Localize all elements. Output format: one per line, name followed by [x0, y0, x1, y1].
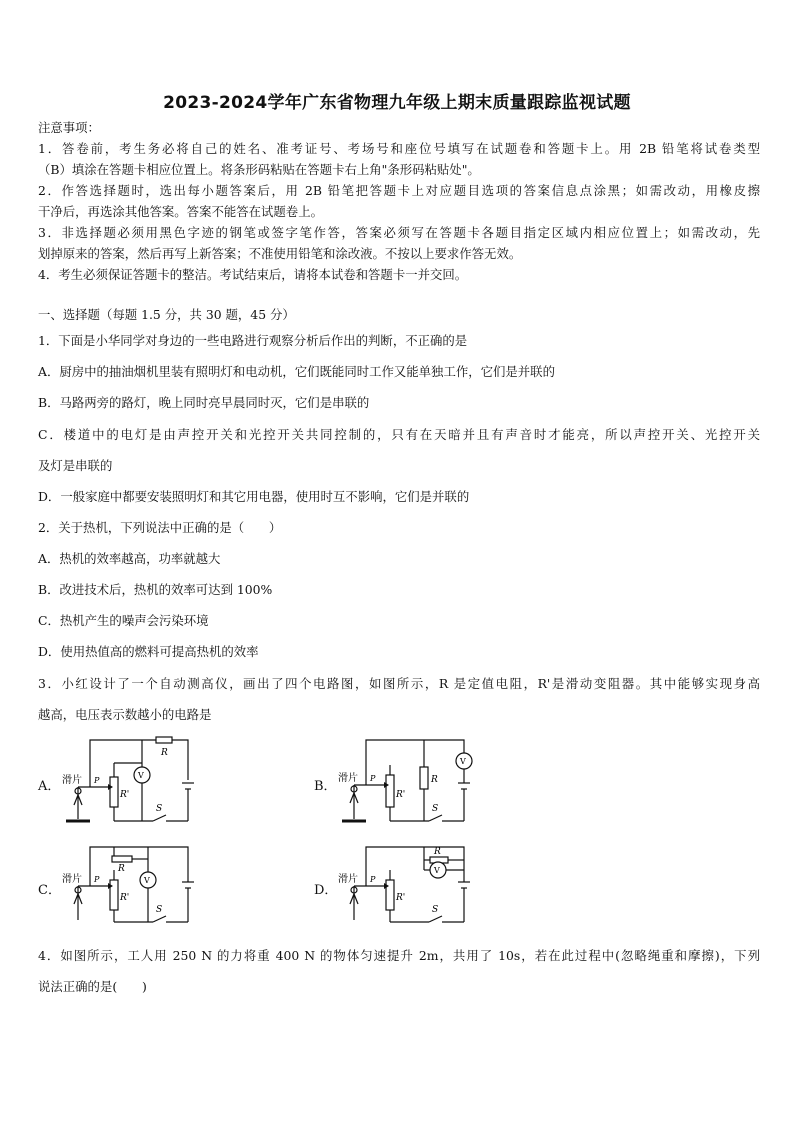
q4-stem-line2: 说法正确的是( ): [38, 979, 147, 994]
notice-line-2: （B）填涂在答题卡相应位置上。将条形码粘贴在答题卡右上角"条形码粘贴处"。: [38, 162, 480, 177]
q1-option-d: D．一般家庭中都要安装照明灯和其它用电器，使用时互不影响，它们是并联的: [38, 489, 470, 504]
page-title: 2023-2024学年广东省物理九年级上期末质量跟踪监视试题: [163, 93, 631, 113]
circuit-b-slider-label: 滑片: [338, 773, 358, 784]
circuit-d-voltmeter-label: V: [434, 866, 440, 875]
circuit-a-p-label: P: [94, 776, 100, 785]
circuit-b-label: B．: [314, 779, 337, 794]
notice-line-1: 1．答卷前，考生务必将自己的姓名、准考证号、考场号和座位号填写在试题卷和答题卡上。用 2B 铅笔将试卷类型: [38, 141, 760, 156]
circuit-a-label: A．: [38, 779, 61, 794]
circuit-c-r-label: R: [118, 864, 125, 874]
circuit-d-slider-label: 滑片: [338, 874, 358, 885]
circuit-b-switch-label: S: [432, 804, 439, 814]
circuit-b-diagram: [334, 735, 484, 830]
q1-stem: 1．下面是小华同学对身边的一些电路进行观察分析后作出的判断，不正确的是: [38, 333, 468, 348]
circuit-c-slider-label: 滑片: [62, 874, 82, 885]
q3-stem-line2: 越高，电压表示数越小的电路是: [38, 707, 212, 722]
circuit-d-switch-label: S: [432, 905, 439, 915]
q1-option-c-line1: C．楼道中的电灯是由声控开关和光控开关共同控制的，只有在天暗并且有声音时才能亮，所以声控开关、光控开关: [38, 427, 760, 442]
notice-line-4: 干净后，再选涂其他答案。答案不能答在试题卷上。: [38, 204, 323, 219]
circuit-b-rp-label: R': [396, 790, 406, 800]
circuit-b-r-label: R: [431, 775, 438, 785]
q1-option-a: A．厨房中的抽油烟机里装有照明灯和电动机，它们既能同时工作又能单独工作，它们是并联的: [38, 364, 555, 379]
circuit-c-p-label: P: [94, 875, 100, 884]
circuit-d-label: D．: [314, 883, 338, 898]
circuit-d-diagram: [334, 840, 484, 935]
circuit-a-rp-label: R': [120, 790, 130, 800]
circuit-a-r-label: R: [161, 748, 168, 758]
q2-stem: 2．关于热机，下列说法中正确的是（ ）: [38, 520, 282, 535]
q2-option-c: C．热机产生的噪声会污染环境: [38, 613, 209, 628]
notice-line-5: 3．非选择题必须用黑色字迹的钢笔或签字笔作答，答案必须写在答题卡各题目指定区域内相应位置上；如需改动，先: [38, 225, 760, 240]
q2-option-b: B．改进技术后，热机的效率可达到 100%: [38, 582, 273, 597]
circuit-b-voltmeter-label: V: [460, 757, 466, 766]
circuit-a-voltmeter-label: V: [138, 771, 144, 780]
q4-stem-line1: 4．如图所示，工人用 250 N 的力将重 400 N 的物体匀速提升 2m，共用了 10s，若在此过程中(忽略绳重和摩擦)，下列: [38, 948, 760, 963]
circuit-b-p-label: P: [370, 774, 376, 783]
notice-line-3: 2．作答选择题时，选出每小题答案后，用 2B 铅笔把答题卡上对应题目选项的答案信息点涂黑；如需改动，用橡皮擦: [38, 183, 760, 198]
circuit-c-switch-label: S: [156, 905, 163, 915]
circuit-d-p-label: P: [370, 875, 376, 884]
circuit-a-switch-label: S: [156, 804, 163, 814]
notice-line-7: 4．考生必须保证答题卡的整洁。考试结束后，请将本试卷和答题卡一并交回。: [38, 267, 468, 282]
circuit-d-rp-label: R': [396, 893, 406, 903]
circuit-a-slider-label: 滑片: [62, 775, 82, 786]
circuit-a-diagram: [58, 735, 208, 830]
circuit-c-voltmeter-label: V: [144, 876, 150, 885]
circuit-d-r-label: R: [434, 847, 441, 857]
q1-option-c-line2: 及灯是串联的: [38, 458, 113, 473]
q3-stem-line1: 3．小红设计了一个自动测高仪，画出了四个电路图，如图所示，R 是定值电阻，R'是滑动变阻器。其中能够实现身高: [38, 676, 760, 691]
q1-option-b: B．马路两旁的路灯，晚上同时亮早晨同时灭，它们是串联的: [38, 395, 370, 410]
q2-option-d: D．使用热值高的燃料可提高热机的效率: [38, 644, 259, 659]
circuit-c-label: C．: [38, 883, 61, 898]
section-heading: 一、选择题（每题 1.5 分，共 30 题，45 分）: [38, 307, 295, 322]
circuit-c-rp-label: R': [120, 893, 130, 903]
notice-heading: 注意事项：: [38, 120, 100, 135]
circuit-c-diagram: [58, 840, 208, 935]
q2-option-a: A．热机的效率越高，功率就越大: [38, 551, 221, 566]
notice-line-6: 划掉原来的答案，然后再写上新答案；不准使用铅笔和涂改液。不按以上要求作答无效。: [38, 246, 522, 261]
